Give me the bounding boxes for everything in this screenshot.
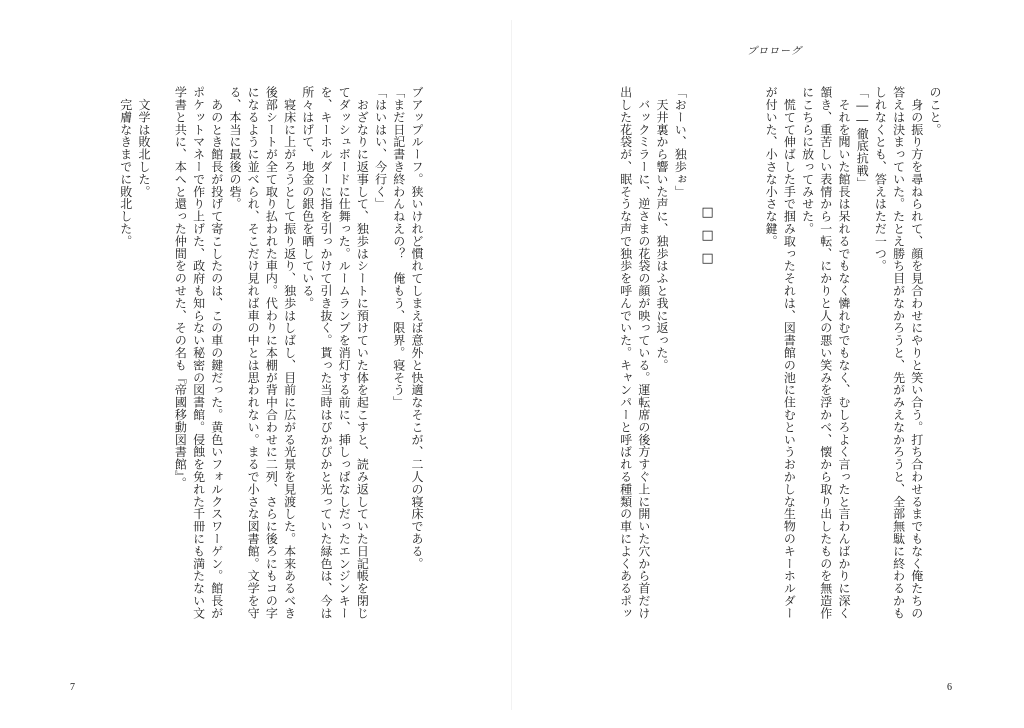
right-page-line (726, 86, 744, 104)
left-page-line (153, 86, 171, 104)
section-break: □□□ (700, 205, 715, 274)
left-page-line: 学書と共に、本へと還った仲間をのせた、その名も『帝國移動図書館』。 (173, 86, 188, 490)
right-page-line (707, 86, 725, 104)
left-page-line: を、キーホルダーに指を引っかけて引き抜く。貰った当時はぴかぴかと光っていた緑色は、今は (318, 86, 333, 620)
right-page-line: 出した花袋が、眠そうな声で独歩を呼んでいた。キャンパーと呼ばれる種類の車によくあるポッ (618, 86, 633, 620)
right-page-line (689, 86, 707, 104)
right-page-number: 6 (947, 682, 952, 693)
right-page-line: バックミラーに、逆さまの花袋の顔が映っている。運転席の後方すぐ上に開いた穴から首だけ (636, 86, 651, 620)
right-page-line: 身の振り方を尋ねられて、顔を見合わせにやりと笑い合う。打ち合わせるまでもなく俺たちの (909, 86, 924, 620)
left-page-line: 「まだ日記書き終わんねえの？ 俺もう、限界。寝そう」 (391, 86, 406, 409)
left-page-line: あのとき館長が投げて寄こしたのは、この車の鍵だった。黄色いフォルクスワーゲン。館長が (209, 86, 224, 620)
left-page-line: 後部シートが全て取り払われた車内。代わりに本棚が背中合わせに二列、さらに後ろにもコの字 (264, 86, 279, 620)
right-page-body (616, 86, 944, 646)
left-page-line: 「はいはい、今行く」 (373, 86, 388, 210)
left-page-body (117, 86, 426, 646)
left-page-line: てダッシュボードに仕舞った。ルームランプを消灯する前に、挿しっぱなしだったエンジンキー (337, 86, 352, 620)
left-page-line: 完膚なきまでに敗北した。 (118, 86, 133, 248)
left-page-line: ポケットマネーで作り上げた、政府も知らない秘密の図書館。侵蝕を免れた千冊にも満たない文 (191, 86, 206, 620)
right-page-line: それを聞いた館長は呆れるでもなく憐れむでもなく、むしろよく言ったと言わんばかりに深く (836, 86, 851, 620)
left-page-line: になるように並べられ、そこだけ見れば車の中とは思われない。まるで小さな図書館。文学を守 (246, 86, 261, 620)
left-page-line: る、本当に最後の砦。 (227, 86, 242, 210)
right-page (512, 0, 1024, 728)
right-page-line: のこと。 (928, 86, 942, 136)
right-page-line: しれなくとも、答えはただ一つ。 (873, 86, 888, 272)
right-page-line: 答えは決まっていた。たとえ勝ち目がなかろうと、先がみえなかろうと、全部無駄に終わるかも (891, 86, 906, 620)
right-page-line: 「おーい、独歩ぉ」 (673, 86, 688, 198)
left-page-line: 文学は敗北した。 (136, 86, 151, 198)
right-page-line: 天井裏から響いた声に、独歩はふと我に返った。 (655, 86, 670, 372)
right-page-line: が付いた、小さな小さな鍵。 (764, 86, 779, 248)
right-page-line (744, 86, 762, 104)
left-page-line: 寝床に上がろうとして振り返り、独歩はしばし、目前に広がる光景を見渡した。本来あるべき (282, 86, 297, 620)
right-page-line: 頷き、重苦しい表情から一転、にかりと人の悪い笑みを浮かべ、懐から取り出したものを無造作 (818, 86, 833, 620)
left-page-number: 7 (70, 682, 75, 693)
right-page-line: にこちらに放ってみせた。 (800, 86, 815, 235)
right-page-line: 慌てて伸ばした手で掴み取ったそれは、図書館の池に住むというおかしな生物のキーホルダー (782, 86, 797, 620)
left-page-line: おざなりに返事して、独歩はシートに預けていた体を起こすと、読み返していた日記帳を閉じ (355, 86, 370, 620)
running-head: プロローグ (747, 46, 802, 57)
right-page-line: 「――徹底抗戦」 (855, 86, 870, 190)
left-page-line: 所々はげて、地金の銀色を晒している。 (300, 86, 315, 310)
left-page-line: ブアップルーフ。狭いけれど慣れてしまえば意外と快適なそこが、二人の寝床である。 (410, 86, 424, 570)
